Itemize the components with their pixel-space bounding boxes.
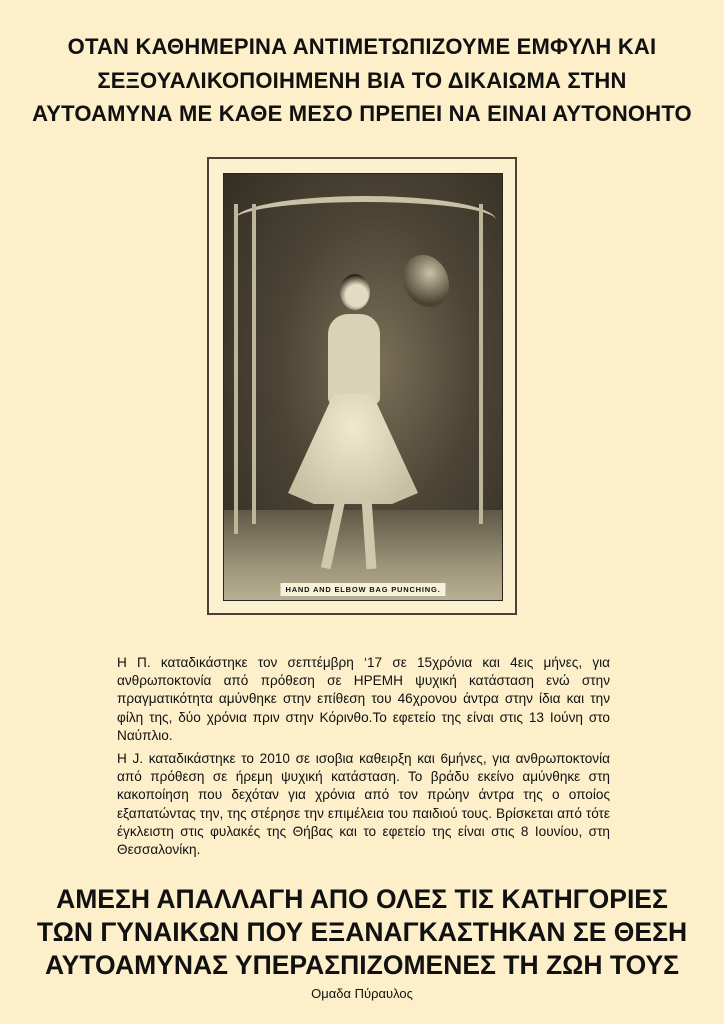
paragraph: Η Π. καταδικάστηκε τον σεπτέμβρη ‘17 σε 15χρόνια και 4εις μήνες, για ανθρωποκτονία από πρόθεση σε ΗΡΕΜΗ ψυχική κατάσταση ενώ στην πραγματικότητα αμύνθηκε στην επίθεση του 46χρονου άντρα στην ίδια και την φίλη της, δύο χρόνια πριν στην Κόρινθο.Το εφετείο της είναι στις 13 Ιούνη στο Ναύπλιο.: [117, 655, 610, 743]
paragraph: Η J. καταδικάστηκε το 2010 σε ισοβια καθειρξη και 6μήνες, για ανθρωποκτονία από πρόθεση σε ήρεμη ψυχική κατάσταση. Το βράδυ εκείνο αμύνθηκε στη κακοποίηση που δεχόταν για χρόνια από τον πρώην άντρα της ο οποίος εξαπατώντας την, της στέρησε την επιμέλεια του παιδιού τους. Βρίσκεται από τότε έγκλειστη στις φυλακές της Θήβας και το εφετείο της είναι στις 8 Ιουνίου, στη Θεσσαλονίκη.: [117, 751, 610, 858]
poster-title: [0, 30, 724, 131]
title-line: ΣΕΞΟΥΑΛΙΚΟΠΟΙΗΜΕΝΗ ΒΙΑ ΤΟ ΔΙΚΑΙΩΜΑ ΣΤΗΝ: [97, 67, 627, 93]
photo-frame: [207, 157, 517, 615]
woman-torso: [328, 314, 380, 404]
woman-dress: [288, 394, 418, 504]
frame-pole-right: [479, 204, 483, 524]
signature: Ομαδα Πύραυλος: [311, 986, 413, 1001]
photo-caption: HAND AND ELBOW BAG PUNCHING.: [280, 583, 445, 596]
headline: [0, 883, 724, 982]
body-text: [117, 654, 610, 864]
title-line: ΑΥΤΟΑΜΥΝΑ ΜΕ ΚΑΘΕ ΜΕΣΟ ΠΡΕΠΕΙ ΝΑ ΕΙΝΑΙ ΑΥΤΟΝΟΗΤΟ: [32, 101, 692, 126]
headline-line: ΤΩΝ ΓΥΝΑΙΚΩΝ ΠΟΥ ΕΞΑΝΑΓΚΑΣΤΗΚΑΝ ΣΕ ΘΕΣΗ: [36, 917, 688, 947]
woman-head: [340, 274, 370, 310]
title-line: ΟΤΑΝ ΚΑΘΗΜΕΡΙΝΑ ΑΝΤΙΜΕΤΩΠΙΖΟΥΜΕ ΕΜΦΥΛΗ ΚΑΙ: [67, 34, 657, 59]
frame-pole-left: [234, 204, 238, 534]
punching-bag: [395, 247, 458, 315]
headline-line: ΑΜΕΣΗ ΑΠΑΛΛΑΓΗ ΑΠΟ ΟΛΕΣ ΤΙΣ ΚΑΤΗΓΟΡΙΕΣ: [56, 884, 668, 914]
headline-line: ΑΥΤΟΑΜΥΝΑΣ ΥΠΕΡΑΣΠΙΖΟΜΕΝΕΣ ΤΗ ΖΩΗ ΤΟΥΣ: [44, 950, 680, 980]
punching-bag-platform: [234, 196, 496, 220]
frame-pole-left-inner: [252, 204, 256, 524]
vintage-photo-woman-punching-bag: [223, 173, 503, 601]
